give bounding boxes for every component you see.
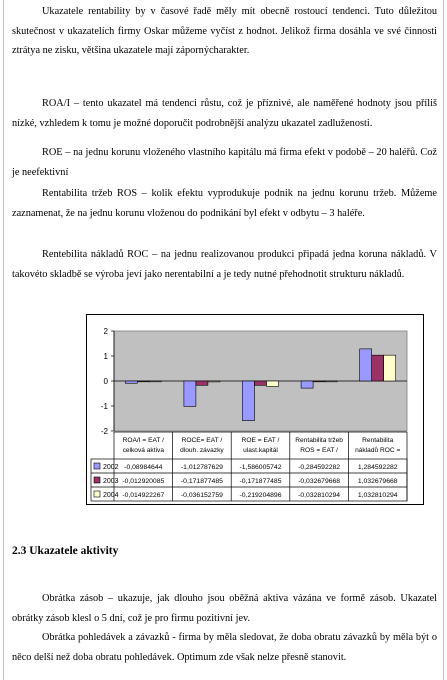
bar-2002-4 <box>301 381 313 388</box>
y-tick-label: -2 <box>100 427 108 436</box>
category-label: ROA/I = EAT / <box>122 437 164 444</box>
y-tick-label: 1 <box>103 352 108 361</box>
category-label: Rentabilita tržeb <box>295 437 343 444</box>
data-value-2002-3: -1,586005742 <box>239 464 282 471</box>
legend-label-2003: 2003 <box>103 478 119 485</box>
y-tick-label: 2 <box>103 327 108 336</box>
legend-label-2002: 2002 <box>103 464 119 471</box>
bar-2004-1 <box>149 381 161 382</box>
data-value-2004-1: -0,014922267 <box>122 492 165 499</box>
category-label: dlouh. závazky <box>180 447 224 454</box>
paragraph-roe: ROE – na jednu korunu vloženého vlastního kapitálu má firma efekt v podobě – 20 haléřů. Což je neefektivní <box>12 147 437 178</box>
bar-2004-5 <box>384 355 396 381</box>
data-value-2003-5: 1,032679668 <box>357 478 398 485</box>
paragraph-roc: Rentebilita nákladů ROC – na jednu realizovanou produkci připadá jedna koruna nákladů. V takovéto skladbě se výroba jeví jako nerentabilní a je tedy nutné přehodnotit strukturu nákladů. <box>12 249 437 280</box>
bar-2003-4 <box>313 381 325 382</box>
data-value-2003-2: -0,171877485 <box>180 478 223 485</box>
section-heading: 2.3 Ukazatele aktivity <box>12 545 119 557</box>
bar-2002-1 <box>125 381 137 383</box>
rentability-chart-svg <box>87 315 423 504</box>
data-value-2002-4: -0,284592282 <box>298 464 341 471</box>
bar-2002-2 <box>184 381 196 406</box>
category-label: ulast.kapitál <box>243 447 278 454</box>
bar-2003-2 <box>196 381 208 385</box>
legend-label-2004: 2004 <box>103 492 119 499</box>
bar-2003-1 <box>137 381 149 382</box>
data-value-2004-4: -0,032810294 <box>298 492 341 499</box>
data-value-2004-3: -0,219204896 <box>239 492 282 499</box>
legend-key-2002 <box>94 463 100 469</box>
rentability-chart <box>86 314 424 505</box>
bar-2004-2 <box>208 381 220 382</box>
category-label: Rentabilita <box>362 437 394 444</box>
y-tick-label: 0 <box>103 377 108 386</box>
bar-2002-5 <box>360 349 372 381</box>
y-tick-label: -1 <box>100 402 108 411</box>
category-label: ROCE= EAT / <box>181 437 223 444</box>
data-value-2004-5: 1,032810294 <box>357 492 398 499</box>
paragraph-rentability-intro: Ukazatele rentability by v časové řadě měly mít obecně rostoucí tendenci. Tuto důležitou skutečnost v ukazatelích firmy Oskar můžeme vyčíst z hodnot. Jelikož firma dosáhla ve své činnosti ztrátya ne zisku, většina ukazatele mají zápornýcharakter. <box>12 6 437 56</box>
document-page <box>3 0 444 680</box>
category-label: celková aktiva <box>122 447 165 454</box>
bar-2004-3 <box>267 381 279 386</box>
bar-2004-4 <box>325 381 337 382</box>
data-value-2003-3: -0,171877485 <box>239 478 282 485</box>
data-value-2004-2: -0,036152759 <box>180 492 223 499</box>
paragraph-ros: Rentabilita tržeb ROS – kolik efektu vyprodukuje podnik na jednu korunu tržeb. Můžeme zaznamenat, že na jednu korunu vloženou do podnikání byl efekt v odbytu – 3 haléře. <box>12 188 437 219</box>
category-label: ROS = EAT / <box>300 447 338 454</box>
data-value-2002-2: -1,012787629 <box>180 464 223 471</box>
data-value-2002-1: -0,08984644 <box>124 464 163 471</box>
legend-key-2004 <box>94 491 100 497</box>
paragraph-roa: ROA/I – tento ukazatel má tendenci růstu, což je příznivé, ale naměřené hodnoty jsou příliš nízké, vzhledem k tomu je možné doporučit podrobnější analýzu ukazatel zadluženosti. <box>12 98 437 129</box>
legend-key-2003 <box>94 477 100 483</box>
paragraph-obratka-zasob: Obrátka zásob – ukazuje, jak dlouho jsou oběžná aktiva vázána ve formě zásob. Ukazatel obrátky zásob klesl o 5 dní, což je pro firmu pozitivní jev. <box>12 593 437 624</box>
data-value-2003-4: -0,032679668 <box>298 478 341 485</box>
bar-2003-3 <box>255 381 267 385</box>
paragraph-obratka-pohledavek: Obrátka pohledávek a závazků - firma by měla sledovat, že doba obratu závazků by měla být o něco delší než doba obratu pohledávek. Optimum zde však nelze přesně stanovit. <box>12 632 437 663</box>
data-value-2002-5: 1,284592282 <box>357 464 398 471</box>
category-label: ROE = EAT / <box>241 437 280 444</box>
bar-2003-5 <box>372 355 384 381</box>
bar-2002-3 <box>243 381 255 421</box>
category-label: nákladů ROC = <box>355 447 401 454</box>
data-value-2003-1: -0,012920085 <box>122 478 165 485</box>
